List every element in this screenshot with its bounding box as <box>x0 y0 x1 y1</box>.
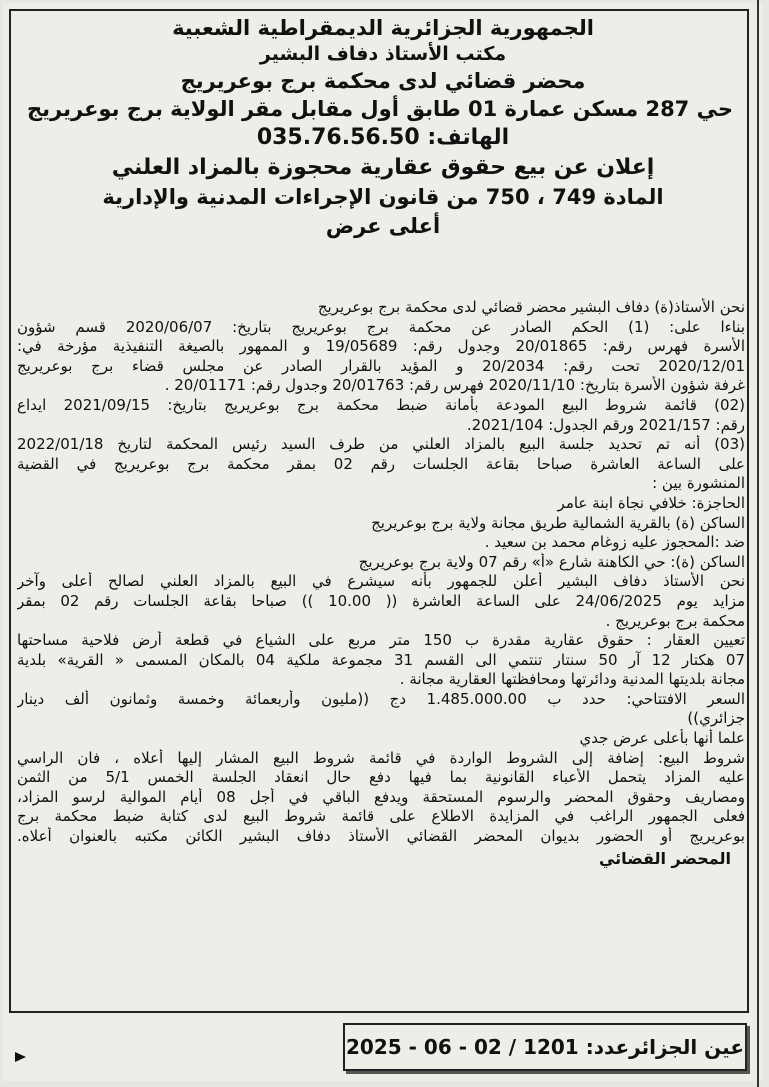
body-line: محكمة برج بوعريريج . <box>605 611 745 630</box>
body-line: السعر الافتتاحي: حدد ب 1.485.000.00 دج ((مليون وأربعمائة وخمسة وثمانون ألف دينار <box>17 689 745 708</box>
phone-number: الهاتف: 035.76.56.50 <box>256 125 510 150</box>
announcement-title: إعلان عن بيع حقوق عقارية محجوزة بالمزاد العلني <box>111 155 655 180</box>
body-line: مجانة بلديتها المدنية ودائرتها ومحافظتها العقارية مجانة . <box>399 670 745 689</box>
body-line: نحن الأستاذ(ة) دفاف البشير محضر قضائي لدى محكمة برج بوعريريج <box>317 298 745 316</box>
body-line: رقم: 2021/157 ورقم الجدول: 2021/104. <box>466 415 745 434</box>
body-line: جزائري)) <box>687 709 745 728</box>
body-line: 2020/12/01 تحت رقم: 20/2034 و المؤيد بالقرار الصادر عن مجلس قضاء برج بوعريريج <box>17 356 745 375</box>
signature: المحضر القضائي <box>598 848 731 868</box>
page-corner-mark-icon <box>13 1049 29 1065</box>
body-line: الأسرة فهرس رقم: 20/01865 وجدول رقم: 19/05689 و الممهور بالصيغة التنفيذية مؤرخة في: <box>17 337 745 356</box>
body-line: علما أنها بأعلى عرض جدي <box>579 729 745 748</box>
country-name: الجمهورية الجزائرية الديمقراطية الشعبية <box>172 16 594 40</box>
announcement-body <box>17 298 745 868</box>
body-line: (03) أنه تم تحديد جلسة البيع بالمزاد العلني من طرف السيد رئيس المحكمة لتاريخ 2022/01/18 <box>17 435 745 454</box>
bid-type: أعلى عرض <box>325 214 441 238</box>
body-line: فعلى الجمهور الراغب في المزايدة الاطلاع على قائمة شروط البيع لدى كتابة ضبط محكمة برج <box>17 807 745 826</box>
announcement-header <box>27 15 733 241</box>
body-line: الساكن (ة) بالقرية الشمالية طريق مجانة ولاية برج بوعريريج <box>371 513 745 532</box>
body-line: على الساعة العاشرة صباحا بقاعة الجلسات رقم 02 بمقر محكمة برج بوعريريج في القضية <box>17 454 745 473</box>
body-line: ضد :المحجوز عليه زوغام محمد بن سعيد . <box>484 533 745 552</box>
body-line: غرفة شؤون الأسرة بتاريخ: 2020/11/10 فهرس رقم: 20/01763 وجدول رقم: 20/01171 . <box>164 376 745 395</box>
body-line: الساكن (ة): حي الكاهنة شارع «أ» رقم 07 ولاية برج بوعريريج <box>358 552 745 571</box>
body-line: الحاجزة: خلافي نجاة ابنة عامر <box>557 493 745 512</box>
bailiff-title: محضر قضائي لدى محكمة برج بوعريريج <box>180 69 586 93</box>
body-line: المنشورة بين : <box>652 474 745 493</box>
body-line: بناءا على: (1) الحكم الصادر عن محكمة برج بوعريريج بتاريخ: 2020/06/07 قسم شؤون <box>17 317 745 336</box>
publication-stamp: عين الجزائرعدد: 1201 / 02 - 06 - 2025 <box>343 1023 747 1071</box>
body-line: تعيين العقار : حقوق عقارية مقدرة ب 150 متر مربع على الشياع في قطعة أرض فلاحية مساحتها <box>17 631 745 650</box>
body-line: مزايد يوم 24/06/2025 على الساعة العاشرة (( 10.00 )) صباحا بقاعة الجلسات رقم 02 بمقر <box>17 591 745 610</box>
legal-articles: المادة 749 ، 750 من قانون الإجراءات المدنية والإدارية <box>102 185 664 209</box>
body-line: بوعريريج أو الحضور بديوان المحضر القضائي الأستاذ دفاف البشير الكائن مكتبه بالعنوان أعلاه. <box>17 827 745 846</box>
body-line: ومصاريف وحقوق المحضر والرسوم المستحقة ويدفع الباقي في أجل 08 أيام الموالية لرسو المزاد، <box>17 787 745 806</box>
body-line: نحن الأستاذ دفاف البشير أعلن للجمهور بأنه سيشرع في البيع بالمزاد العلني لصالح أعلى وآخر <box>17 572 745 591</box>
body-line: 07 هكتار 12 آر 50 سنتار تنتمي الى القسم 31 مجموعة ملكية 04 بالمكان المسمى « القرية» بلدية <box>17 650 745 669</box>
body-line: (02) قائمة شروط البيع المودعة بأمانة ضبط محكمة برج بوعريريج بتاريخ: 2021/09/15 ايداع <box>17 395 745 414</box>
newspaper-page <box>3 3 763 1081</box>
body-line: عليه المزاد يتحمل الأعباء القانونية بما فيها دفع حال انعقاد الجلسة الخمس 5/1 من الثمن <box>17 768 745 787</box>
office-address: حي 287 مسكن عمارة 01 طابق أول مقابل مقر الولاية برج بوعريريج <box>27 97 733 121</box>
office-name: مكتب الأستاذ دفاف البشير <box>259 43 507 65</box>
body-line: شروط البيع: إضافة إلى الشروط الواردة في قائمة شروط البيع المشار إليها أعلاه ، فان الراسي <box>17 748 745 767</box>
column-divider <box>757 0 759 1087</box>
